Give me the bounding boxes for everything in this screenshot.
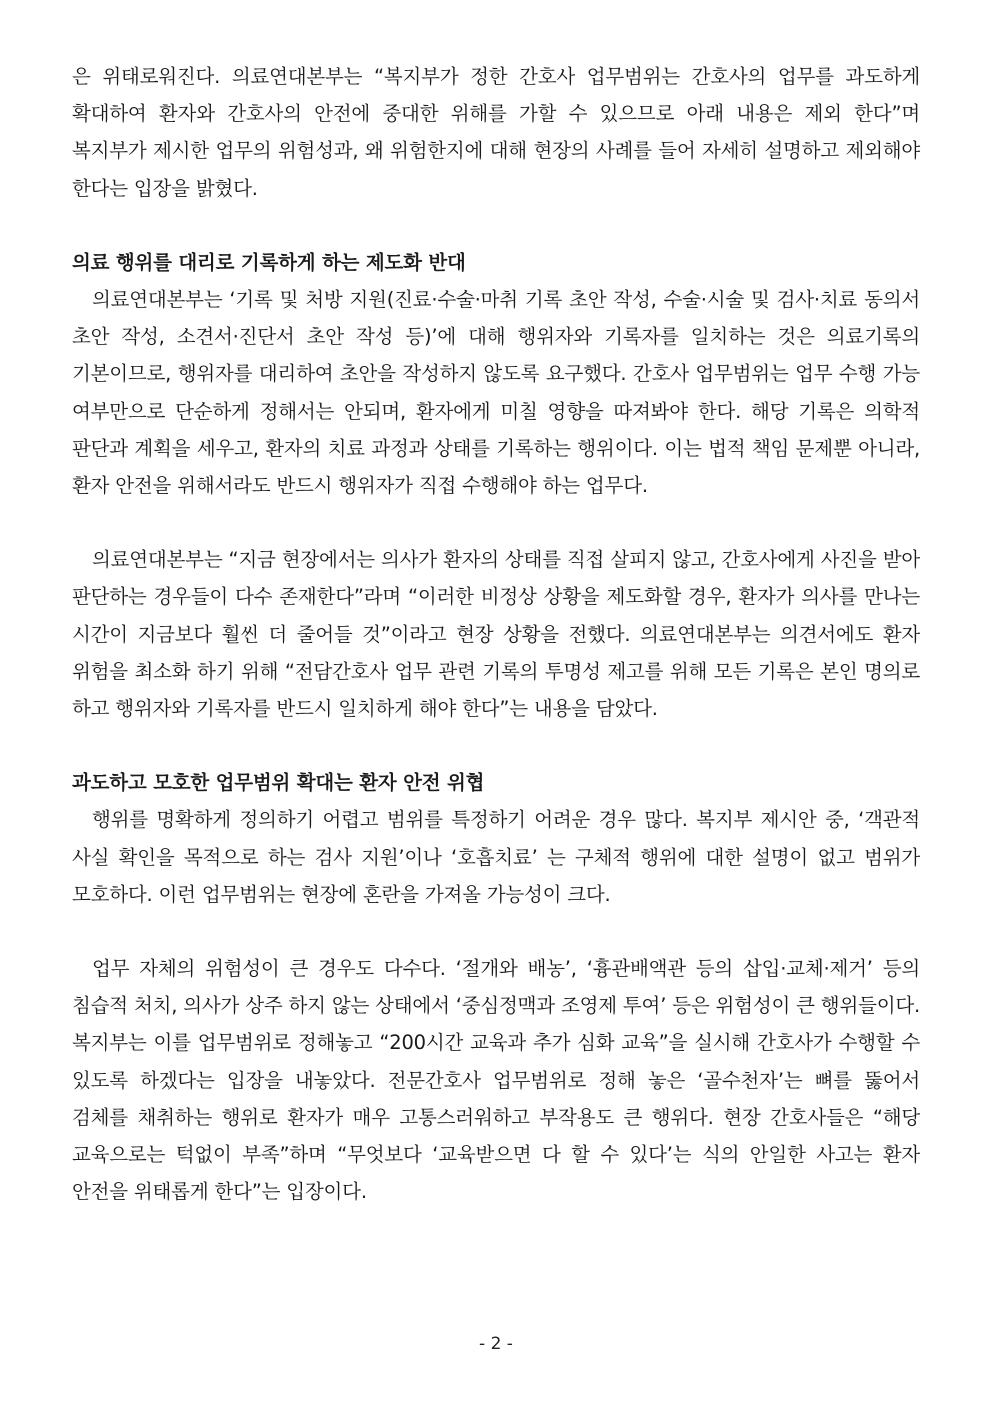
paragraph-ambiguous-scope: 행위를 명확하게 정의하기 어렵고 범위를 특정하기 어려운 경우 많다. 복지부 제시안 중, ‘객관적 사실 확인을 목적으로 하는 검사 지원’이나 ‘호흡치료’ 는 구체적 행위에 대한 설명이 없고 범위가 모호하다. 이런 업무범위는 현장에 혼란을 가져올 가능성이 크다. (72, 808, 920, 906)
paragraph-gap (72, 727, 920, 764)
paragraph-gap (72, 504, 920, 541)
section-heading-proxy-records: 의료 행위를 대리로 기록하게 하는 제도화 반대 (72, 250, 466, 274)
paragraph-field-situation: 의료연대본부는 “지금 현장에서는 의사가 환자의 상태를 직접 살피지 않고, 간호사에게 사진을 받아 판단하는 경우들이 다수 존재한다”라며 “이러한 비정상 상황을 제도화할 경우, 환자가 의사를 만나는 시간이 지금보다 훨씬 더 줄어들 것”이라고 현장 상황을 전했다. 의료연대본부는 의견서에도 환자 위험을 최소화 하기 위해 “전담간호사 업무 관련 기록의 투명성 제고를 위해 모든 기록은 본인 명의로 하고 행위자와 기록자를 반드시 일치하게 해야 한다”는 내용을 담았다. (72, 548, 920, 721)
page-number: - 2 - (479, 1334, 513, 1354)
document-body (72, 58, 920, 1210)
paragraph-gap (72, 207, 920, 244)
paragraph-proxy-records: 의료연대본부는 ‘기록 및 처방 지원(진료·수술·마취 기록 초안 작성, 수술·시술 및 검사·치료 동의서 초안 작성, 소견서·진단서 초안 작성 등)’에 대해 행위자와 기록자를 일치하는 것은 의료기록의 기본이므로, 행위자를 대리하여 초안을 작성하지 않도록 요구했다. 간호사 업무범위는 업무 수행 가능 여부만으로 단순하게 정해서는 안되며, 환자에게 미칠 영향을 따져봐야 한다. 해당 기록은 의학적 판단과 계획을 세우고, 환자의 치료 과정과 상태를 기록하는 행위이다. 이는 법적 책임 문제뿐 아니라, 환자 안전을 위해서라도 반드시 행위자가 직접 수행해야 하는 업무다. (72, 288, 920, 498)
paragraph-intro-continuation: 은 위태로워진다. 의료연대본부는 “복지부가 정한 간호사 업무범위는 간호사의 업무를 과도하게 확대하여 환자와 간호사의 안전에 중대한 위해를 가할 수 있으므로 아래 내용은 제외 한다”며 복지부가 제시한 업무의 위험성과, 왜 위험한지에 대해 현장의 사례를 들어 자세히 설명하고 제외해야 한다는 입장을 밝혔다. (72, 65, 920, 200)
paragraph-risky-procedures: 업무 자체의 위험성이 큰 경우도 다수다. ‘절개와 배농’, ‘흉관배액관 등의 삽입·교체·제거’ 등의 침습적 처치, 의사가 상주 하지 않는 상태에서 ‘중심정맥과 조영제 투여’ 등은 위험성이 큰 행위들이다. 복지부는 이를 업무범위로 정해놓고 “200시간 교육과 추가 심화 교육”을 실시해 간호사가 수행할 수 있도록 하겠다는 입장을 내놓았다. 전문간호사 업무범위로 정해 놓은 ‘골수천자’는 뼈를 뚫어서 검체를 채취하는 행위로 환자가 매우 고통스러워하고 부작용도 큰 행위다. 현장 간호사들은 “해당 교육으로는 턱없이 부족”하며 “무엇보다 ‘교육받으면 다 할 수 있다’는 식의 안일한 사고는 환자 안전을 위태롭게 한다”는 입장이다. (72, 957, 920, 1204)
section-heading-scope-expansion: 과도하고 모호한 업무범위 확대는 환자 안전 위협 (72, 771, 485, 795)
paragraph-gap (72, 913, 920, 950)
